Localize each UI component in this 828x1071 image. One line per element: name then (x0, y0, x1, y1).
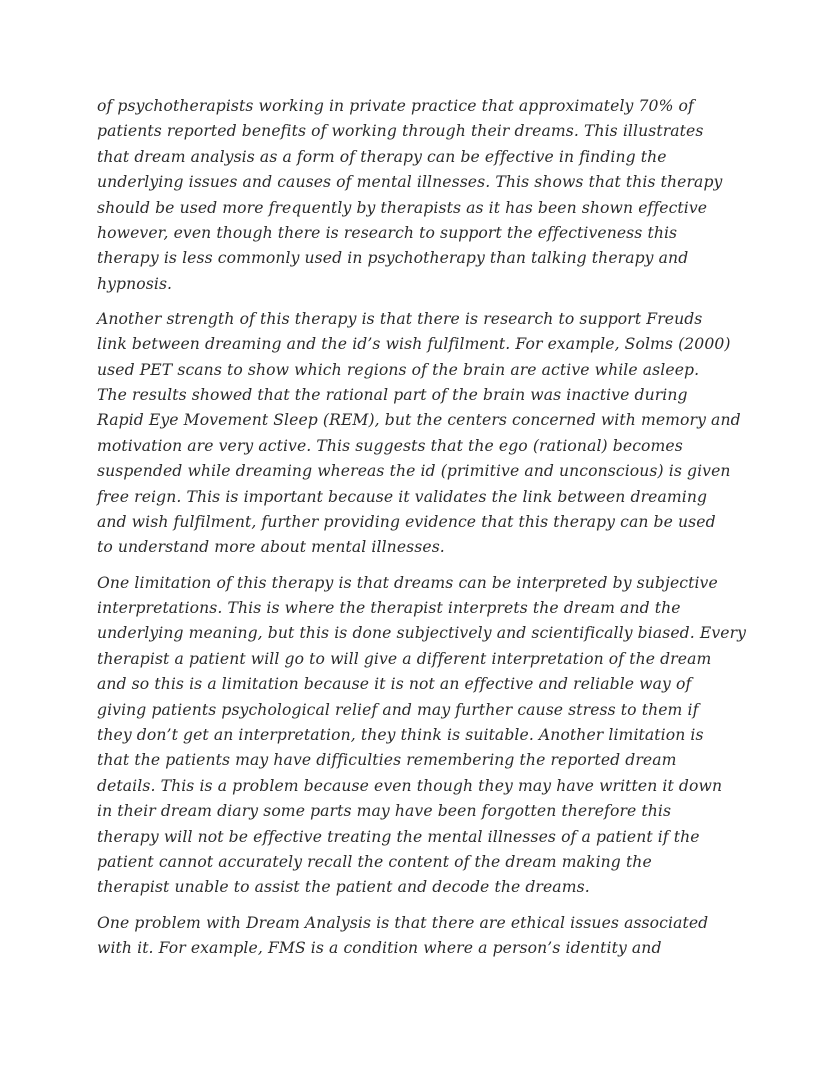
paragraph-line: therapist unable to assist the patient and decode the dreams. (97, 878, 590, 897)
paragraph-line: patients reported benefits of working through their dreams. This illustrates (97, 122, 704, 141)
paragraph-line: giving patients psychological relief and may further cause stress to them if (97, 700, 699, 719)
paragraph-line: link between dreaming and the id’s wish fulfilment. For example, Solms (2000) (97, 335, 731, 354)
paragraph-2 (97, 307, 741, 561)
paragraph-line: interpretations. This is where the therapist interprets the dream and the (97, 599, 681, 618)
paragraph-line: with it. For example, FMS is a condition where a person’s identity and (97, 938, 662, 957)
paragraph-4 (97, 911, 737, 962)
paragraph-line: to understand more about mental illnesses. (97, 538, 445, 557)
paragraph-line: underlying meaning, but this is done subjectively and scientifically biased. Every (97, 624, 747, 643)
paragraph-line: and wish fulfilment, further providing evidence that this therapy can be used (97, 513, 716, 532)
paragraph-line: they don’t get an interpretation, they think is suitable. Another limitation is (97, 725, 704, 744)
paragraph-line: and so this is a limitation because it is not an effective and reliable way of (97, 675, 692, 694)
document-body (97, 94, 747, 961)
paragraph-line: hypnosis. (97, 274, 173, 293)
paragraph-line: therapist a patient will go to will give a different interpretation of the dream (97, 649, 712, 668)
paragraph-line: free reign. This is important because it validates the link between dreaming (97, 487, 708, 506)
paragraph-line: motivation are very active. This suggests that the ego (rational) becomes (97, 436, 683, 455)
paragraph-line: that dream analysis as a form of therapy can be effective in finding the (97, 147, 667, 166)
paragraph-1 (97, 94, 737, 297)
paragraph-line: that the patients may have difficulties remembering the reported dream (97, 751, 677, 770)
paragraph-line: The results showed that the rational part of the brain was inactive during (97, 386, 688, 405)
paragraph-line: in their dream diary some parts may have been forgotten therefore this (97, 802, 672, 821)
paragraph-line: however, even though there is research to support the effectiveness this (97, 223, 678, 242)
paragraph-line: details. This is a problem because even though they may have written it down (97, 776, 723, 795)
paragraph-line: should be used more frequently by therapists as it has been shown effective (97, 198, 708, 217)
paragraph-spacer (97, 901, 737, 911)
paragraph-line: underlying issues and causes of mental illnesses. This shows that this therapy (97, 173, 723, 192)
paragraph-spacer (97, 297, 737, 307)
paragraph-line: One limitation of this therapy is that dreams can be interpreted by subjective (97, 573, 718, 592)
paragraph-line: therapy is less commonly used in psychotherapy than talking therapy and (97, 249, 689, 268)
paragraph-line: suspended while dreaming whereas the id (primitive and unconscious) is given (97, 462, 731, 481)
paragraph-line: patient cannot accurately recall the content of the dream making the (97, 852, 652, 871)
paragraph-line: Another strength of this therapy is that there is research to support Freuds (97, 309, 703, 328)
paragraph-line: used PET scans to show which regions of the brain are active while asleep. (97, 360, 700, 379)
paragraph-line: therapy will not be effective treating the mental illnesses of a patient if the (97, 827, 700, 846)
paragraph-line: of psychotherapists working in private practice that approximately 70% of (97, 97, 694, 115)
paragraph-line: One problem with Dream Analysis is that there are ethical issues associated (97, 913, 709, 932)
paragraph-3 (97, 571, 747, 901)
paragraph-line: Rapid Eye Movement Sleep (REM), but the centers concerned with memory and (97, 411, 741, 430)
paragraph-spacer (97, 561, 737, 571)
